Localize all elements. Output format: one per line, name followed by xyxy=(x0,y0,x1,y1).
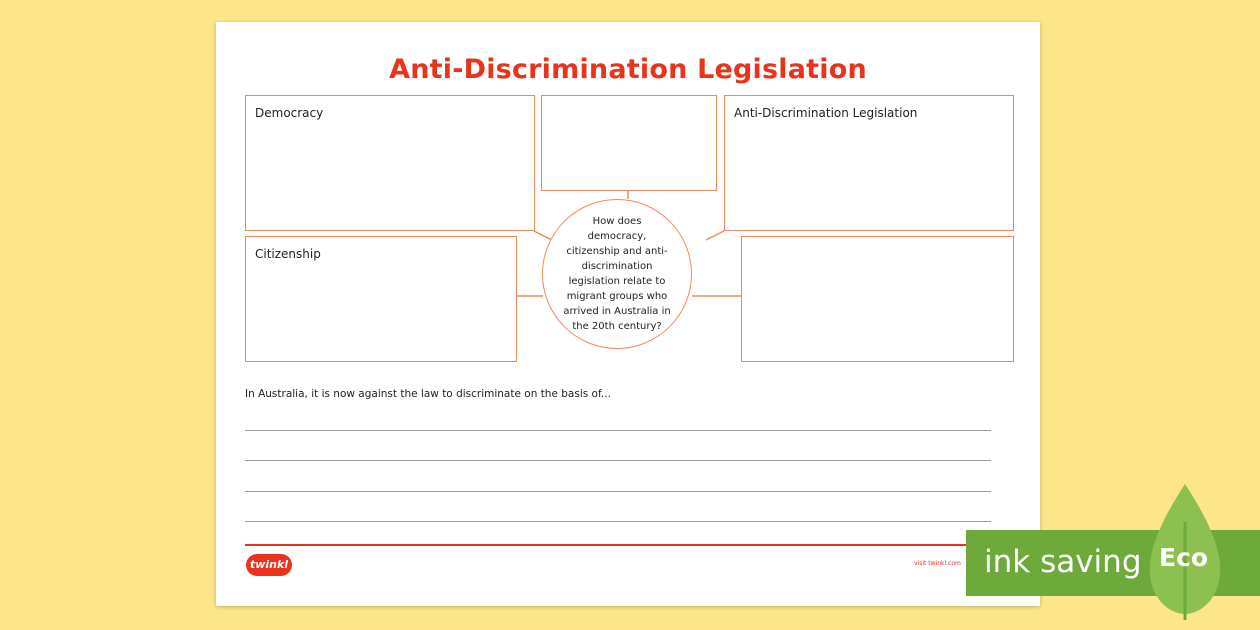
ink-saving-text: ink saving xyxy=(984,544,1142,580)
footer-url: visit twinkl.com xyxy=(914,560,961,567)
central-question-text: How does democracy, citizenship and anti-discrimination legislation relate to migrant groups who arrived in Australia in the 20th century? xyxy=(563,216,671,332)
twinkl-logo: twinkl xyxy=(246,554,292,576)
box-top-center[interactable] xyxy=(541,95,717,191)
box-citizenship[interactable] xyxy=(245,236,517,362)
connector-top-right xyxy=(706,231,724,240)
box-bottom-right[interactable] xyxy=(741,236,1014,362)
worksheet-title: Anti-Discrimination Legislation xyxy=(389,54,867,85)
box-democracy[interactable] xyxy=(245,95,535,231)
answer-line[interactable] xyxy=(245,460,991,461)
central-question-circle xyxy=(542,199,692,349)
answer-line[interactable] xyxy=(245,521,991,522)
answer-line[interactable] xyxy=(245,491,991,492)
box-democracy-label: Democracy xyxy=(255,106,324,120)
answer-line[interactable] xyxy=(245,430,991,431)
writing-prompt: In Australia, it is now against the law to discriminate on the basis of... xyxy=(245,388,611,400)
box-anti-discrimination-label: Anti-Discrimination Legislation xyxy=(734,106,918,120)
eco-label: Eco xyxy=(1159,543,1209,572)
worksheet-page xyxy=(216,22,1040,606)
connector-top-left xyxy=(534,231,552,240)
box-anti-discrimination[interactable] xyxy=(724,95,1014,231)
box-citizenship-label: Citizenship xyxy=(255,247,321,261)
footer-divider xyxy=(245,544,1015,546)
